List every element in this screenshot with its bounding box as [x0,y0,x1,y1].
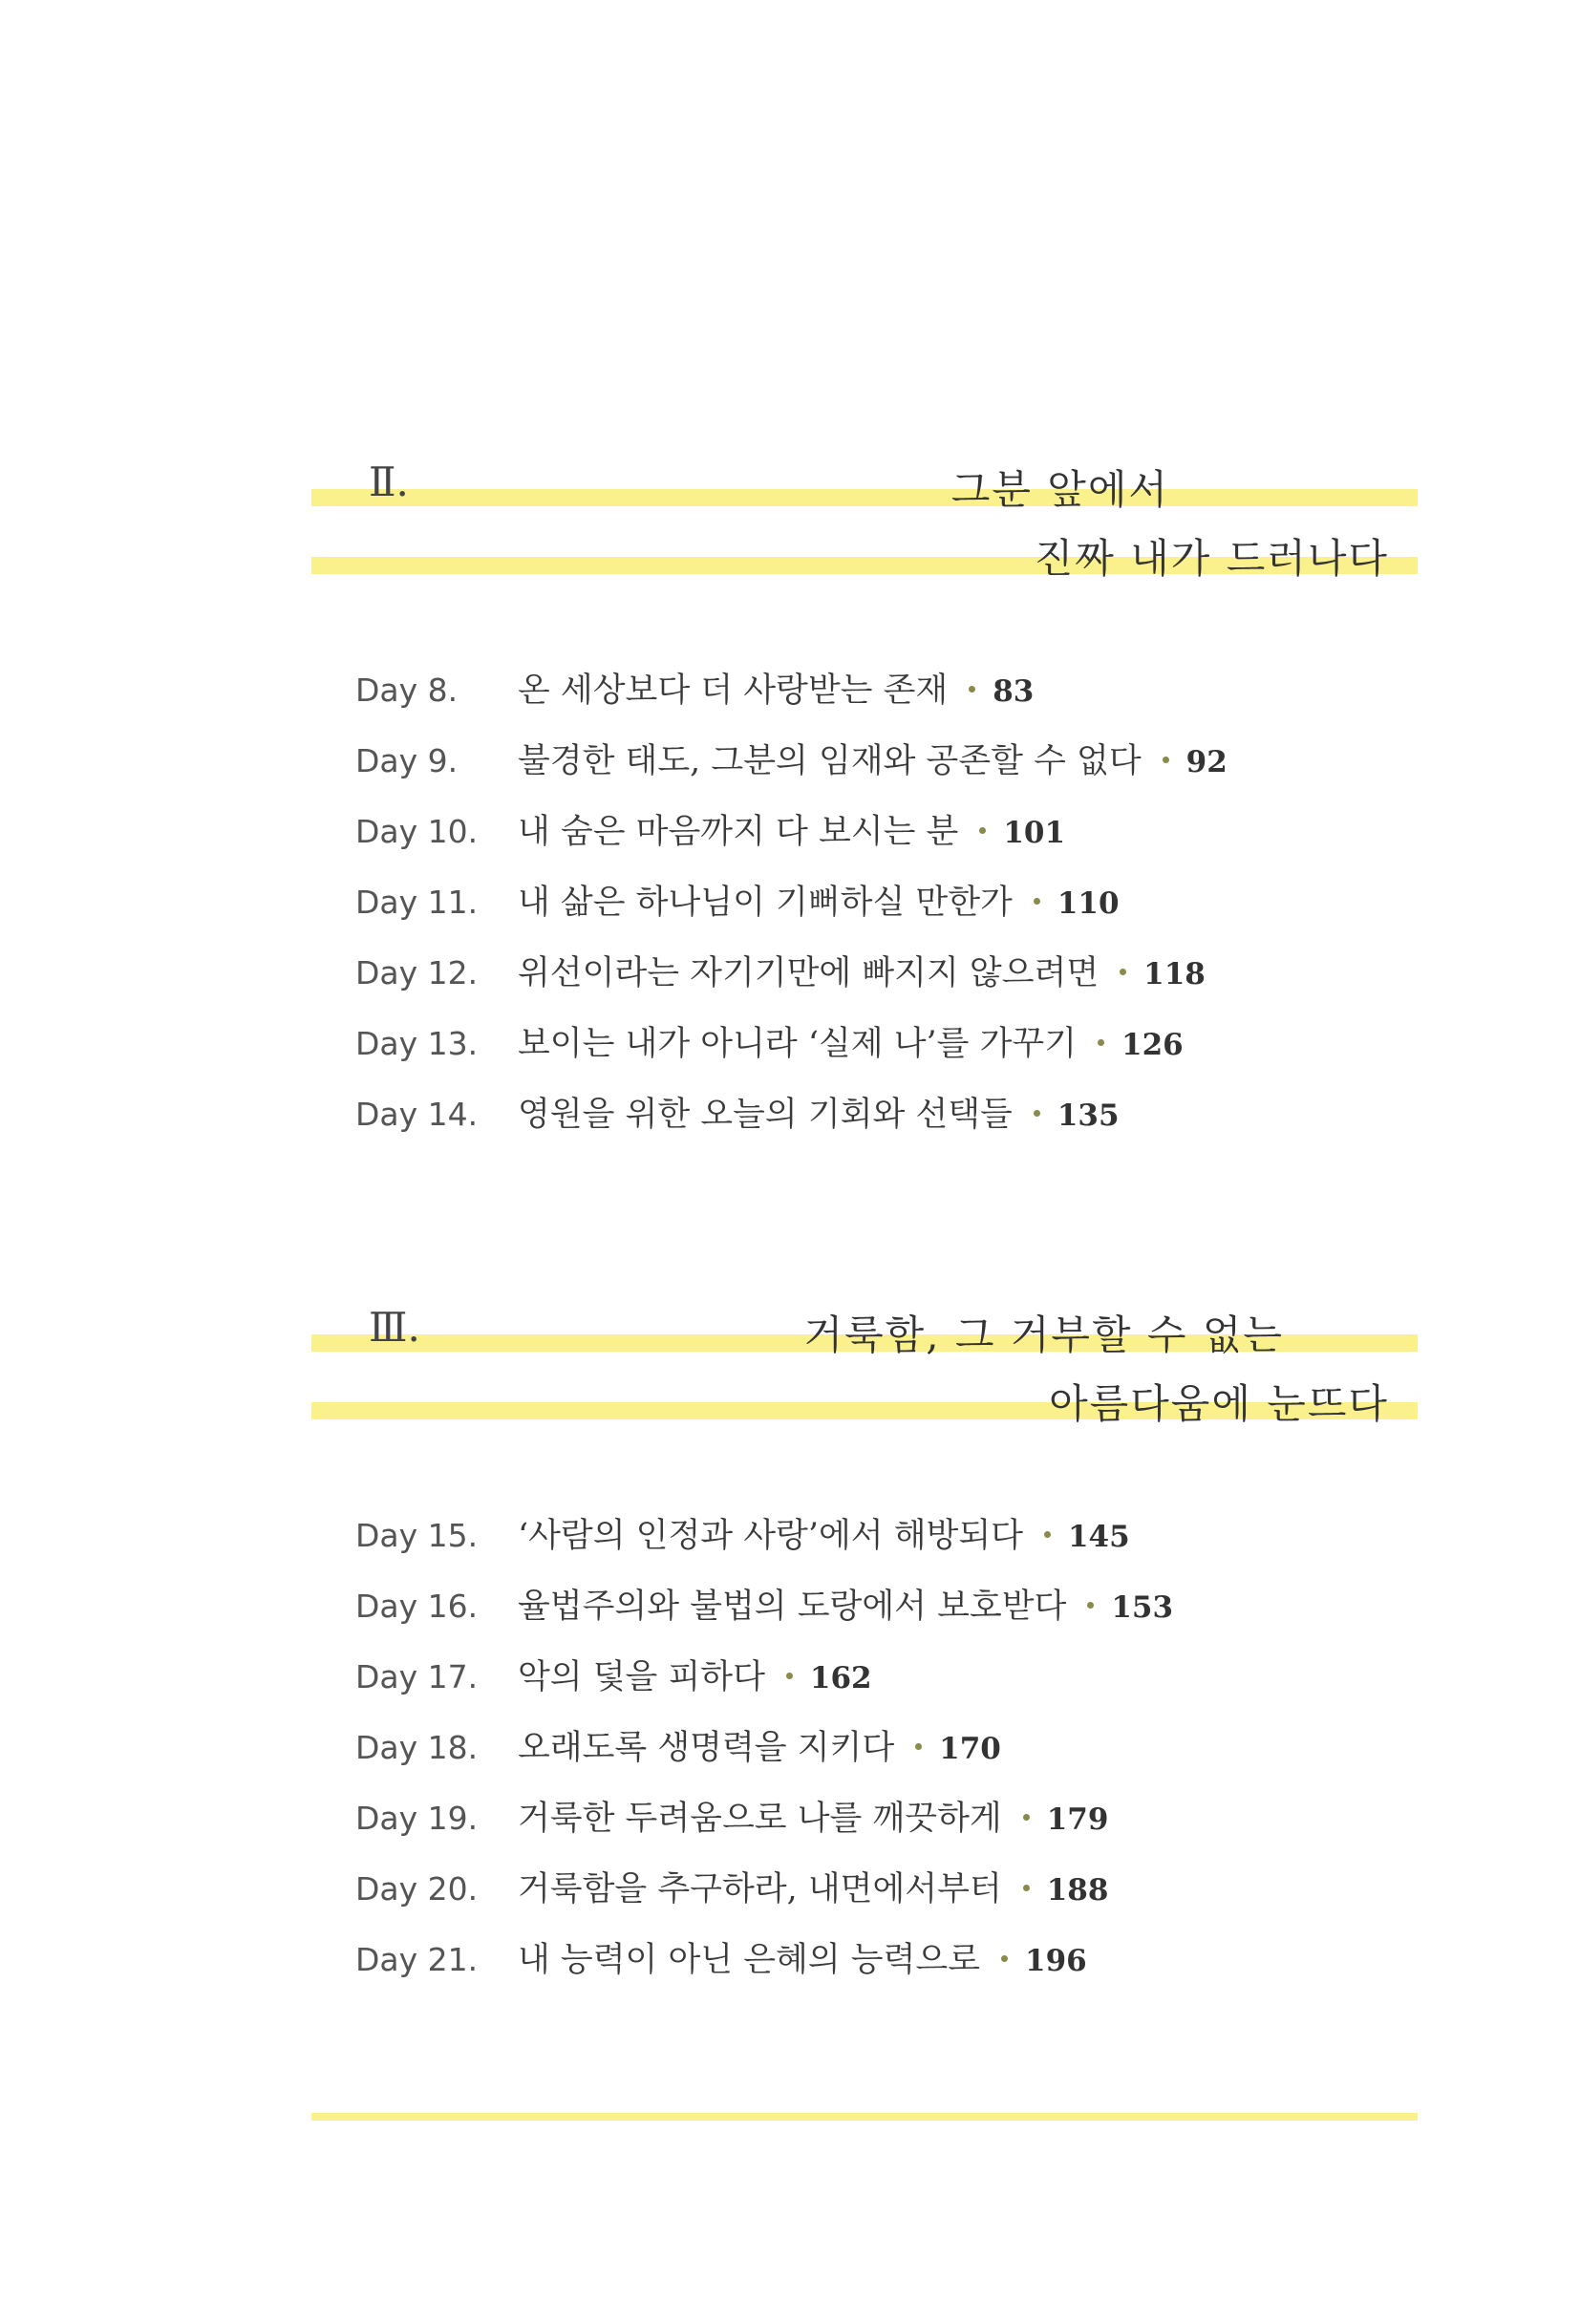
toc-entry[interactable] [355,1721,1001,1779]
day-label: Day 21. [355,1941,479,1978]
bullet-dot-icon [915,1743,922,1750]
entry-title: 영원을 위한 오늘의 기회와 선택들 [518,1096,1013,1134]
bullet-dot-icon [979,827,986,834]
section-2-title-line-1: 그분 앞에서 [950,466,1169,513]
entry-title: ‘사람의 인정과 사랑’에서 해방되다 [518,1517,1023,1555]
page-number: 83 [993,674,1035,709]
day-label: Day 14. [355,1096,479,1133]
entry-title: 오래도록 생명력을 지키다 [518,1729,895,1767]
entry-title: 악의 덫을 피하다 [518,1658,765,1696]
day-label: Day 11. [355,884,479,921]
day-label: Day 18. [355,1729,479,1766]
section-3-title-line-1: 거룩함, 그 거부할 수 없는 [803,1311,1284,1358]
toc-entry[interactable] [355,1651,872,1708]
entry-title: 온 세상보다 더 사랑받는 존재 [518,672,949,710]
section-3-title-line-2: 아름다움에 눈뜨다 [1049,1380,1389,1427]
day-label: Day 16. [355,1588,479,1625]
toc-entry[interactable] [355,1863,1108,1920]
highlight-bar [311,489,1418,506]
day-label: Day 20. [355,1870,479,1908]
day-label: Day 17. [355,1658,479,1695]
bullet-dot-icon [1087,1602,1094,1609]
day-label: Day 8. [355,672,459,709]
page-number: 101 [1003,816,1066,850]
section-2-title-line-2: 진짜 내가 드러나다 [1034,535,1389,582]
toc-entry[interactable] [355,1017,1184,1075]
page-number: 170 [939,1732,1001,1766]
bullet-dot-icon [1098,1039,1104,1046]
section-3-title-block [311,1304,1418,1427]
section-2-numeral: Ⅱ. [369,458,409,505]
toc-entry[interactable] [355,735,1228,792]
toc-entry[interactable] [355,805,1065,863]
page-number: 196 [1025,1944,1087,1978]
bullet-dot-icon [1120,969,1126,975]
section-2-title-block [311,458,1418,582]
entry-title: 율법주의와 불법의 도랑에서 보호받다 [518,1588,1067,1626]
page-number: 135 [1057,1098,1120,1133]
entry-title: 거룩함을 추구하라, 내면에서부터 [518,1870,1002,1908]
page-number: 92 [1185,745,1228,779]
bullet-dot-icon [1163,757,1169,763]
bullet-dot-icon [1034,898,1040,905]
toc-entry[interactable] [355,1580,1173,1637]
bullet-dot-icon [1001,1955,1008,1962]
day-label: Day 10. [355,813,479,850]
day-label: Day 15. [355,1517,479,1554]
toc-entry[interactable] [355,1509,1130,1567]
day-label: Day 12. [355,954,479,991]
section-3 [311,1304,1418,1979]
entry-title: 내 삶은 하나님이 기뻐하실 만한가 [518,884,1013,922]
section-2 [311,458,1418,1134]
bullet-dot-icon [1023,1885,1030,1891]
page-number: 110 [1057,886,1120,921]
toc-entry[interactable] [355,1088,1120,1145]
entry-title: 거룩한 두려움으로 나를 깨끗하게 [518,1800,1002,1838]
page-number: 188 [1046,1873,1109,1908]
page-number: 162 [809,1661,872,1695]
bullet-dot-icon [786,1673,793,1679]
section-3-numeral: Ⅲ. [369,1304,420,1351]
page-number: 118 [1143,957,1206,991]
page-number: 179 [1046,1802,1109,1837]
entry-title: 불경한 태도, 그분의 임재와 공존할 수 없다 [518,742,1142,780]
page-number: 145 [1067,1520,1130,1554]
entry-title: 내 숨은 마음까지 다 보시는 분 [518,813,959,851]
bullet-dot-icon [969,686,975,693]
toc-entry[interactable] [355,664,1034,721]
day-label: Day 9. [355,742,459,779]
page-number: 126 [1121,1028,1184,1062]
bottom-divider [311,2113,1418,2121]
toc-entry[interactable] [355,1933,1087,1991]
bullet-dot-icon [1034,1110,1040,1117]
entry-title: 보이는 내가 아니라 ‘실제 나’를 가꾸기 [518,1025,1078,1063]
toc-entry[interactable] [355,1792,1108,1849]
bullet-dot-icon [1044,1531,1051,1538]
entry-title: 위선이라는 자기기만에 빠지지 않으려면 [518,954,1100,992]
day-label: Day 13. [355,1025,479,1062]
page-number: 153 [1111,1590,1174,1625]
entry-title: 내 능력이 아닌 은혜의 능력으로 [518,1941,981,1979]
toc-entry[interactable] [355,947,1206,1004]
bullet-dot-icon [1023,1814,1030,1821]
day-label: Day 19. [355,1800,479,1837]
toc-entry[interactable] [355,876,1120,933]
